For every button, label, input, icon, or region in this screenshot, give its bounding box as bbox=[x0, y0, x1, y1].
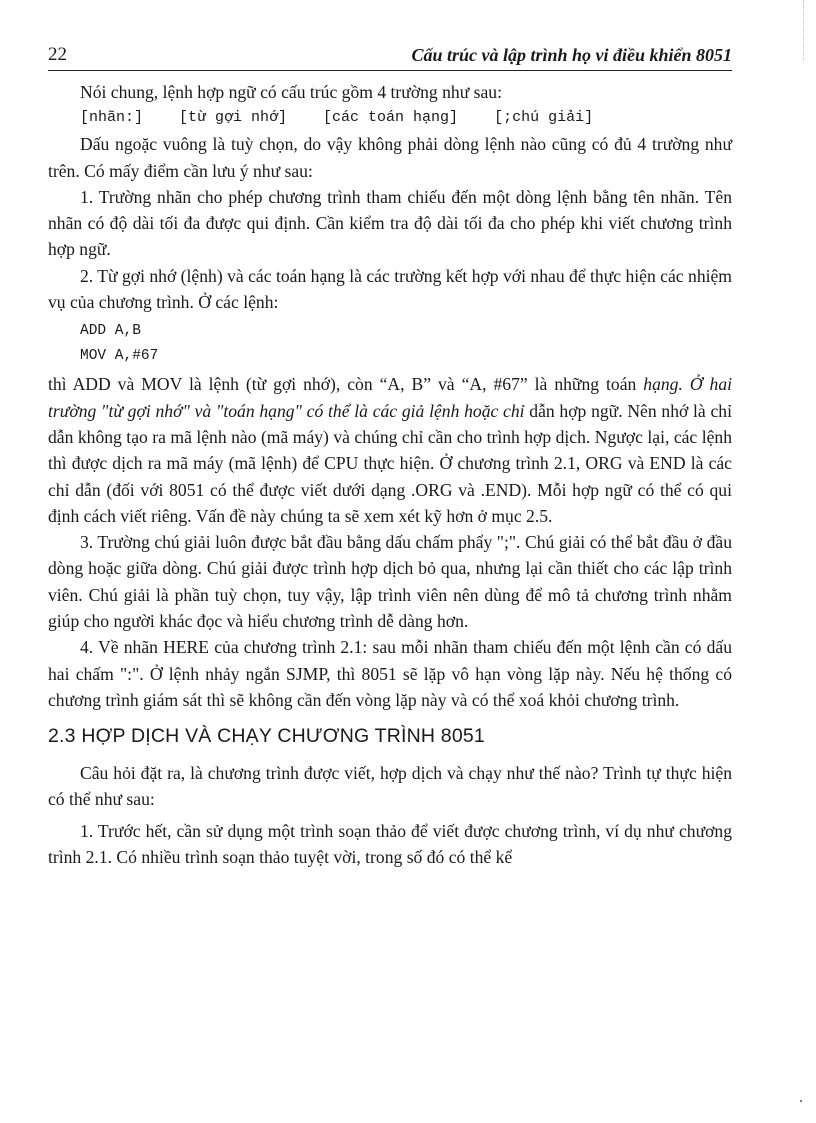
brackets-paragraph: Dấu ngoặc vuông là tuỳ chọn, do vậy không phải dòng lệnh nào cũng có đủ 4 trường như trên. Có mấy điểm cần lưu ý như sau: bbox=[48, 134, 732, 181]
explanation-paragraph bbox=[48, 371, 732, 529]
page-number: 22 bbox=[48, 44, 67, 65]
page-edge-mark bbox=[802, 0, 804, 60]
running-title: Cấu trúc và lập trình họ vi điều khiển 8051 bbox=[411, 45, 732, 65]
instruction-syntax: [nhãn:] [từ gợi nhớ] [các toán hạng] [;chú giải] bbox=[80, 109, 594, 127]
section-heading: 2.3 HỢP DỊCH VÀ CHẠY CHƯƠNG TRÌNH 8051 bbox=[48, 725, 485, 748]
question-paragraph: Câu hỏi đặt ra, là chương trình được viết, hợp dịch và chạy như thế nào? Trình tự thực hiện có thể như sau: bbox=[48, 762, 732, 809]
code-line: MOV A,#67 bbox=[80, 348, 159, 365]
code-block bbox=[48, 319, 732, 369]
explanation-text-continued: dẫn hợp ngữ. Nên nhớ là chỉ dẫn không tạo ra mã lệnh nào (mã máy) và chúng chỉ cần cho trình hợp dịch. Ngược lại, các lệnh thì được dịch ra mã máy (mã lệnh) để CPU thực hiện. Ở chương trình 2.1, ORG và END là các chỉ dẫn (đối với 8051 có thể được viết dưới dạng .ORG và .END). Mỗi hợp ngữ có thể có qui định cách viết riêng. Vấn đề này chúng ta sẽ xem xét kỹ hơn ở mục 2.5. bbox=[48, 400, 732, 526]
page-header bbox=[48, 40, 732, 71]
explanation-italic-text: hạng. Ở hai trường "từ gợi nhớ" và "toán hạng" có thể là các giả lệnh hoặc chỉ bbox=[48, 374, 732, 421]
code-line: ADD A,B bbox=[80, 323, 141, 340]
step-1-paragraph: 1. Trước hết, cần sử dụng một trình soạn thảo để viết được chương trình, ví dụ như chương trình 2.1. Có nhiều trình soạn thảo tuyệt vời, trong số đó có thể kể bbox=[48, 821, 732, 868]
page-edge-dot bbox=[800, 1100, 802, 1102]
page-body bbox=[48, 79, 732, 871]
intro-paragraph: Nói chung, lệnh hợp ngữ có cấu trúc gồm 4 trường như sau: bbox=[80, 82, 502, 102]
list-item-4: 4. Về nhãn HERE của chương trình 2.1: sau mỗi nhãn tham chiếu đến một lệnh cần có dấu hai chấm ":". Ở lệnh nhảy ngắn SJMP, thì 8051 sẽ lặp vô hạn vòng lặp này. Nếu hệ thống có chương trình giám sát thì sẽ không cần đến vòng lặp này và có thể xoá khỏi chương trình. bbox=[48, 637, 732, 710]
explanation-text: thì ADD và MOV là lệnh (từ gợi nhớ), còn “A, B” và “A, #67” là những toán bbox=[48, 374, 644, 395]
list-item-2: 2. Từ gợi nhớ (lệnh) và các toán hạng là các trường kết hợp với nhau để thực hiện các nhiệm vụ của chương trình. Ở các lệnh: bbox=[48, 265, 732, 313]
list-item-3: 3. Trường chú giải luôn được bắt đầu bằng dấu chấm phẩy ";". Chú giải có thể bắt đầu ở đầu dòng hoặc giữa dòng. Chú giải được trình hợp dịch bỏ qua, nhưng lại cần thiết cho các lập trình viên. Chú giải là phần tuỳ chọn, tuy vậy, lập trình viên nên dùng để mô tả chương trình nhằm giúp cho người khác đọc và hiểu chương trình dễ dàng hơn. bbox=[48, 532, 732, 632]
list-item-1: 1. Trường nhãn cho phép chương trình tham chiếu đến một dòng lệnh bằng tên nhãn. Tên nhãn có độ dài tối đa được qui định. Cần kiểm tra độ dài tối đa cho phép khi viết chương trình hợp ngữ. bbox=[48, 186, 732, 260]
book-page bbox=[48, 40, 732, 871]
